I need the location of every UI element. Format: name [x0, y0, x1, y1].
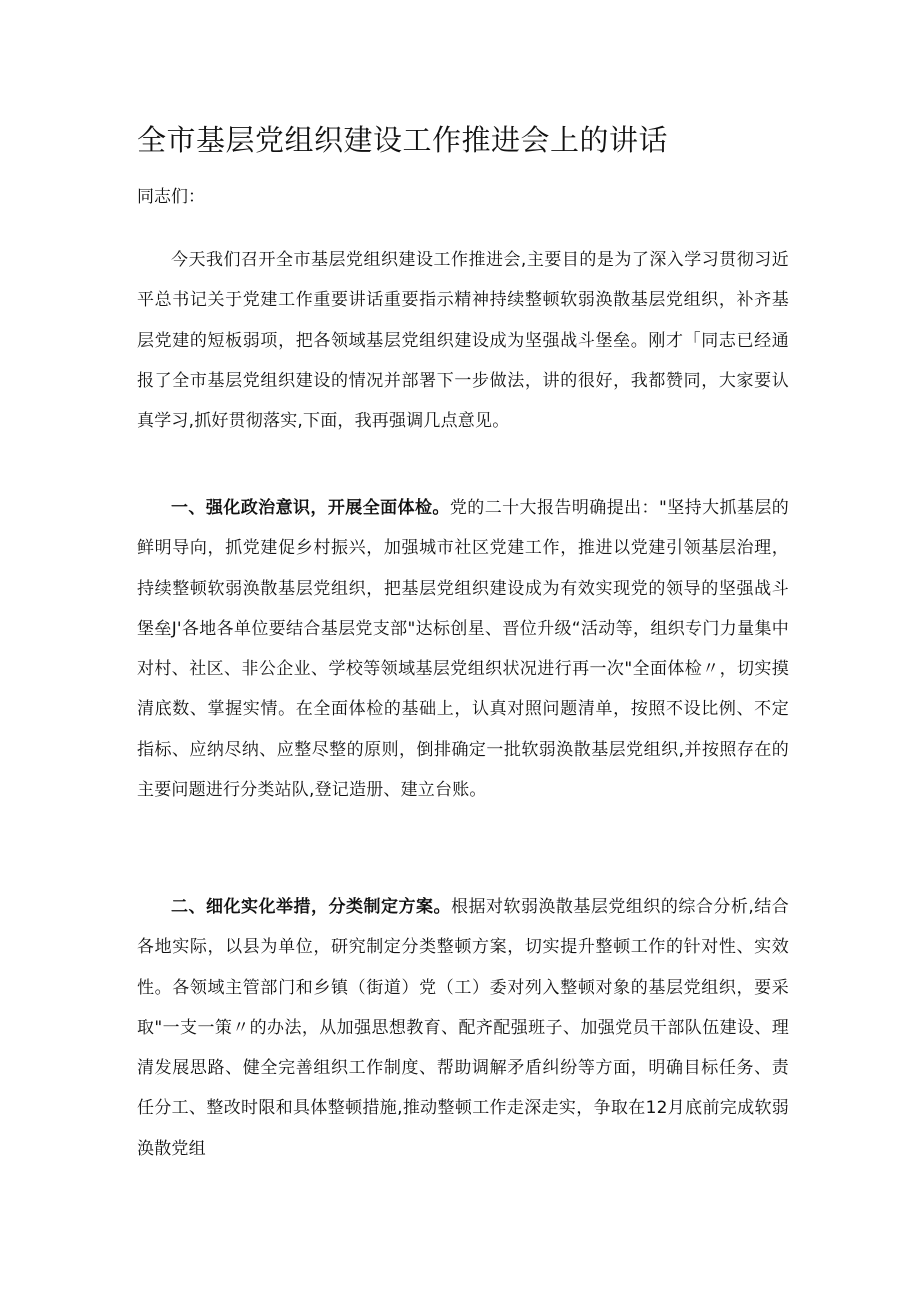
paragraph-section-1	[137, 488, 789, 810]
paragraph-section-2	[137, 887, 789, 1169]
section-1-heading: 一、强化政治意识，开展全面体检。	[171, 498, 450, 518]
paragraph-intro	[137, 240, 789, 441]
document-title: 全市基层党组织建设工作推进会上的讲话	[137, 123, 669, 157]
paragraph-intro-text: 今天我们召开全市基层党组织建设工作推进会,主要目的是为了深入学习贯彻习近平总书记关于党建工作重要讲话重要指示精神持续整顿软弱涣散基层党组织，补齐基层党建的短板弱项，把各领域基层党组织建设成为坚强战斗堡垒。刚才「同志已经通报了全市基层党组织建设的情况并部署下一步做法，讲的很好，我都赞同，大家要认真学习,抓好贯彻落实,下面，我再强调几点意见。	[137, 250, 789, 432]
salutation: 同志们：	[137, 187, 205, 207]
section-1-text: 党的二十大报告明确提出："坚持大抓基层的鲜明导向，抓党建促乡村振兴，加强城市社区党建工作，推进以党建引领基层治理，持续整顿软弱涣散基层党组织，把基层党组织建设成为有效实现党的领导的坚强战斗堡垒J'各地各单位要结合基层党支部"达标创星、晋位升级“活动等，组织专门力量集中对村、社区、非公企业、学校等领域基层党组织状况进行再一次"全面体检〃，切实摸清底数、掌握实情。在全面体检的基础上，认真对照问题清单，按照不设比例、不定指标、应纳尽纳、应整尽整的原则，倒排确定一批软弱涣散基层党组织,并按照存在的主要问题进行分类站队,登记造册、建立台账。	[137, 498, 789, 801]
section-2-heading: 二、细化实化举措，分类制定方案。	[171, 897, 451, 917]
section-2-text: 根据对软弱涣散基层党组织的综合分析,结合各地实际，以县为单位，研究制定分类整顿方案，切实提升整顿工作的针对性、实效性。各领域主管部门和乡镇（街道）党（工）委对列入整顿对象的基层党组织，要采取"一支一策〃的办法，从加强思想教育、配齐配强班子、加强党员干部队伍建设、理清发展思路、健全完善组织工作制度、帮助调解矛盾纠纷等方面，明确目标任务、责任分工、整改时限和具体整顿措施,推动整顿工作走深走实，争取在12月底前完成软弱涣散党组	[137, 897, 789, 1159]
